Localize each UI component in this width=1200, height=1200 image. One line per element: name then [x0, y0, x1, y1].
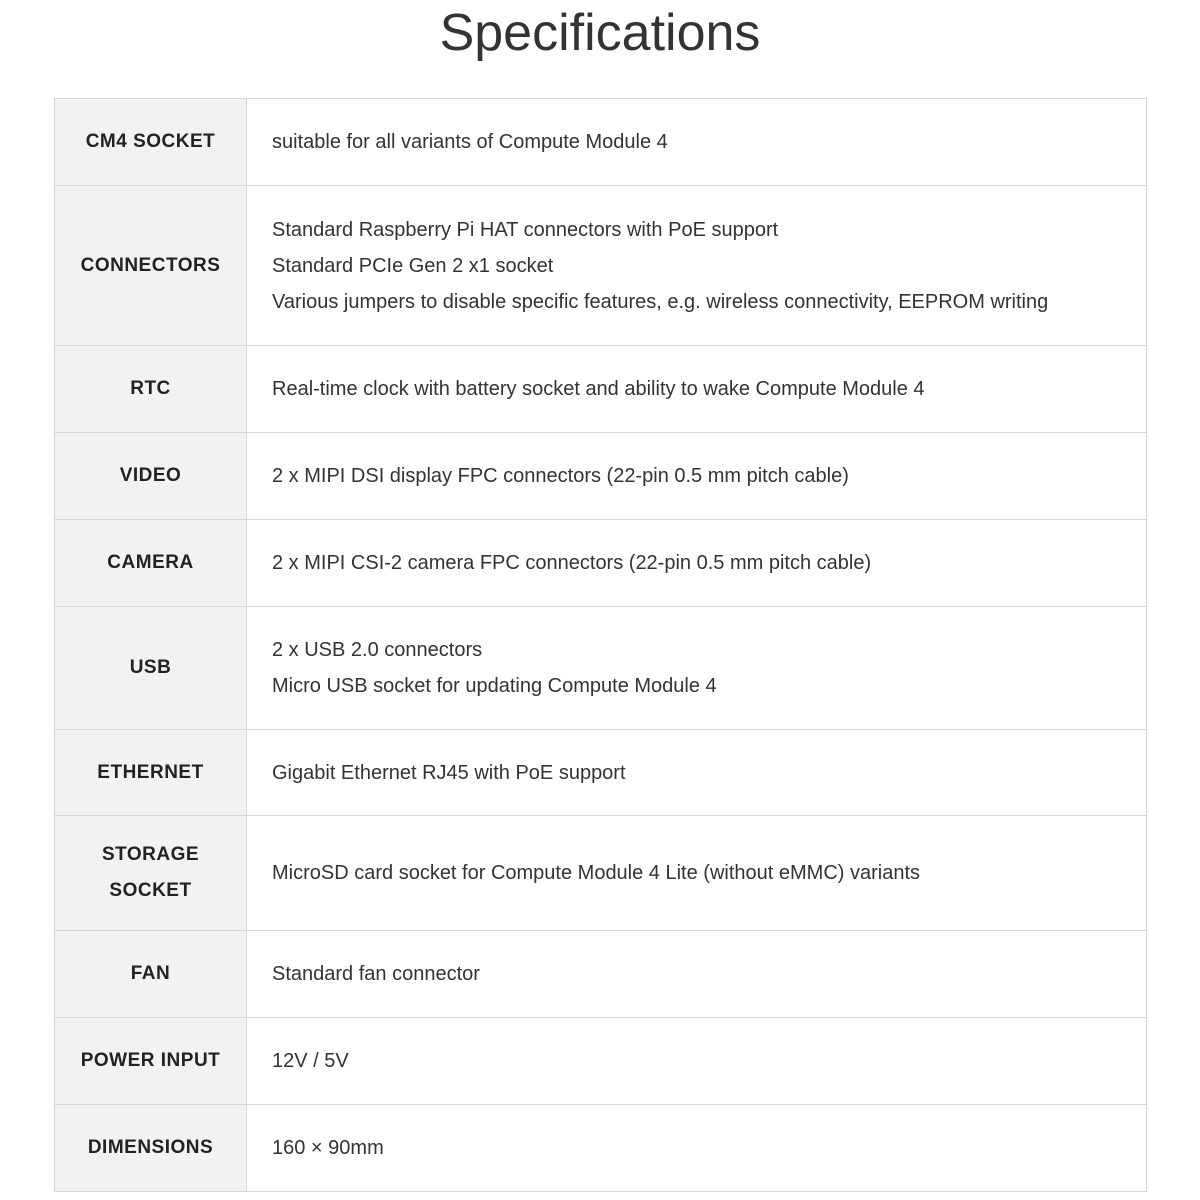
spec-label: CONNECTORS [55, 186, 247, 346]
spec-value [247, 186, 1147, 346]
spec-value-line: Standard fan connector [272, 963, 480, 985]
spec-value [247, 931, 1147, 1018]
spec-value-line: 160 × 90mm [272, 1137, 384, 1159]
table-row [55, 99, 1147, 186]
spec-label: CM4 SOCKET [55, 99, 247, 186]
spec-label: POWER INPUT [55, 1018, 247, 1105]
table-row [55, 816, 1147, 931]
spec-value [247, 1018, 1147, 1105]
spec-value-line: Gigabit Ethernet RJ45 with PoE support [272, 761, 626, 784]
spec-label: RTC [55, 346, 247, 433]
specifications-table [54, 98, 1147, 1192]
spec-value-line: Standard PCIe Gen 2 x1 socket [272, 254, 554, 277]
spec-label: ETHERNET [55, 730, 247, 816]
spec-value-line: suitable for all variants of Compute Module 4 [272, 131, 668, 153]
spec-value-line: MicroSD card socket for Compute Module 4 Lite (without eMMC) variants [272, 862, 921, 884]
spec-value-line: 2 x USB 2.0 connectors [272, 639, 483, 661]
spec-value-line: Real-time clock with battery socket and ability to wake Compute Module 4 [272, 378, 925, 400]
spec-value [247, 730, 1147, 816]
table-row [55, 346, 1147, 433]
page-title: Specifications [439, 4, 761, 62]
table-row [55, 520, 1147, 607]
table-row [55, 433, 1147, 520]
spec-label: VIDEO [55, 433, 247, 520]
table-row [55, 1105, 1147, 1192]
table-row [55, 186, 1147, 346]
spec-value [247, 607, 1147, 730]
spec-value-line: 12V / 5V [272, 1050, 349, 1072]
spec-label: DIMENSIONS [55, 1105, 247, 1192]
spec-value [247, 1105, 1147, 1192]
spec-value [247, 816, 1147, 931]
spec-value [247, 520, 1147, 607]
spec-value [247, 433, 1147, 520]
spec-value [247, 346, 1147, 433]
spec-value-line: Various jumpers to disable specific features, e.g. wireless connectivity, EEPROM writing [272, 290, 1049, 313]
table-row [55, 1018, 1147, 1105]
spec-label: USB [55, 607, 247, 730]
spec-value-line: Micro USB socket for updating Compute Module 4 [272, 675, 717, 697]
spec-value [247, 99, 1147, 186]
spec-value-line: 2 x MIPI DSI display FPC connectors (22-pin 0.5 mm pitch cable) [272, 465, 849, 487]
spec-label: STORAGE SOCKET [55, 816, 247, 931]
spec-label: FAN [55, 931, 247, 1018]
table-row [55, 730, 1147, 816]
spec-value-line: Standard Raspberry Pi HAT connectors with PoE support [272, 218, 779, 241]
table-row [55, 931, 1147, 1018]
spec-value-line: 2 x MIPI CSI-2 camera FPC connectors (22-pin 0.5 mm pitch cable) [272, 552, 872, 574]
spec-label: CAMERA [55, 520, 247, 607]
table-row [55, 607, 1147, 730]
